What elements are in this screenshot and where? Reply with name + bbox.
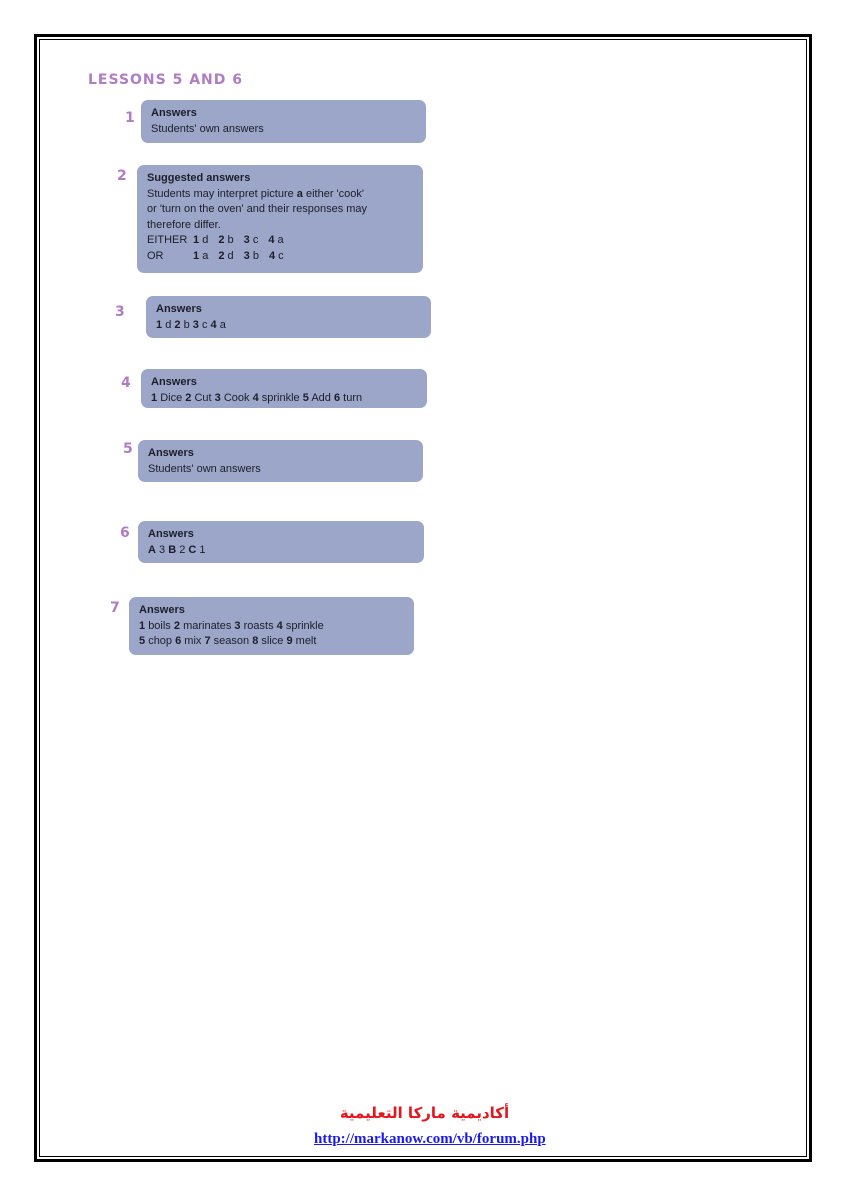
answer-title: Suggested answers bbox=[147, 172, 251, 184]
answer-title: Answers bbox=[148, 528, 194, 540]
answer-box-1 bbox=[141, 100, 426, 143]
footer-academy-name: أكاديمية ماركا التعليمية bbox=[339, 1104, 510, 1122]
item-number-6: 6 bbox=[120, 525, 130, 541]
answer-box-6 bbox=[138, 521, 424, 563]
answer-box-7 bbox=[129, 597, 414, 655]
answer-title: Answers bbox=[151, 107, 197, 119]
item-number-4: 4 bbox=[121, 375, 131, 391]
answer-text-line-1: 1 boils 2 marinates 3 roasts 4 sprinkle bbox=[139, 619, 324, 632]
footer-forum-link[interactable]: http://markanow.com/vb/forum.php bbox=[314, 1131, 546, 1147]
answer-text-line-3: therefore differ. bbox=[147, 218, 221, 231]
answer-title: Answers bbox=[139, 604, 185, 616]
answer-text-line-1: Students may interpret picture a either 'cook' bbox=[147, 187, 364, 200]
answer-text: A 3 B 2 C 1 bbox=[148, 543, 206, 556]
answer-text-line-2: 5 chop 6 mix 7 season 8 slice 9 melt bbox=[139, 635, 317, 647]
answer-title: Answers bbox=[148, 447, 194, 459]
answer-box-3 bbox=[146, 296, 431, 338]
answer-box-2 bbox=[137, 165, 423, 273]
item-number-7: 7 bbox=[110, 600, 120, 616]
answer-title: Answers bbox=[156, 303, 202, 315]
item-number-3: 3 bbox=[115, 304, 125, 320]
answer-text: Students' own answers bbox=[151, 122, 264, 135]
item-number-2: 2 bbox=[117, 168, 127, 184]
answer-text-line-2: or 'turn on the oven' and their responses may bbox=[147, 203, 368, 215]
answer-text: 1 d 2 b 3 c 4 a bbox=[156, 318, 226, 331]
answer-title: Answers bbox=[151, 376, 197, 388]
section-heading: LESSONS 5 AND 6 bbox=[88, 72, 243, 88]
answer-box-5 bbox=[138, 440, 423, 482]
item-number-1: 1 bbox=[125, 110, 135, 126]
item-number-5: 5 bbox=[123, 441, 133, 457]
answer-text: Students' own answers bbox=[148, 462, 261, 475]
answer-box-4 bbox=[141, 369, 427, 408]
answer-text: 1 Dice 2 Cut 3 Cook 4 sprinkle 5 Add 6 turn bbox=[151, 391, 363, 404]
either-row: EITHER 1 d 2 b 3 c 4 a bbox=[147, 234, 284, 246]
or-row: OR 1 a 2 d 3 b 4 c bbox=[147, 249, 284, 262]
